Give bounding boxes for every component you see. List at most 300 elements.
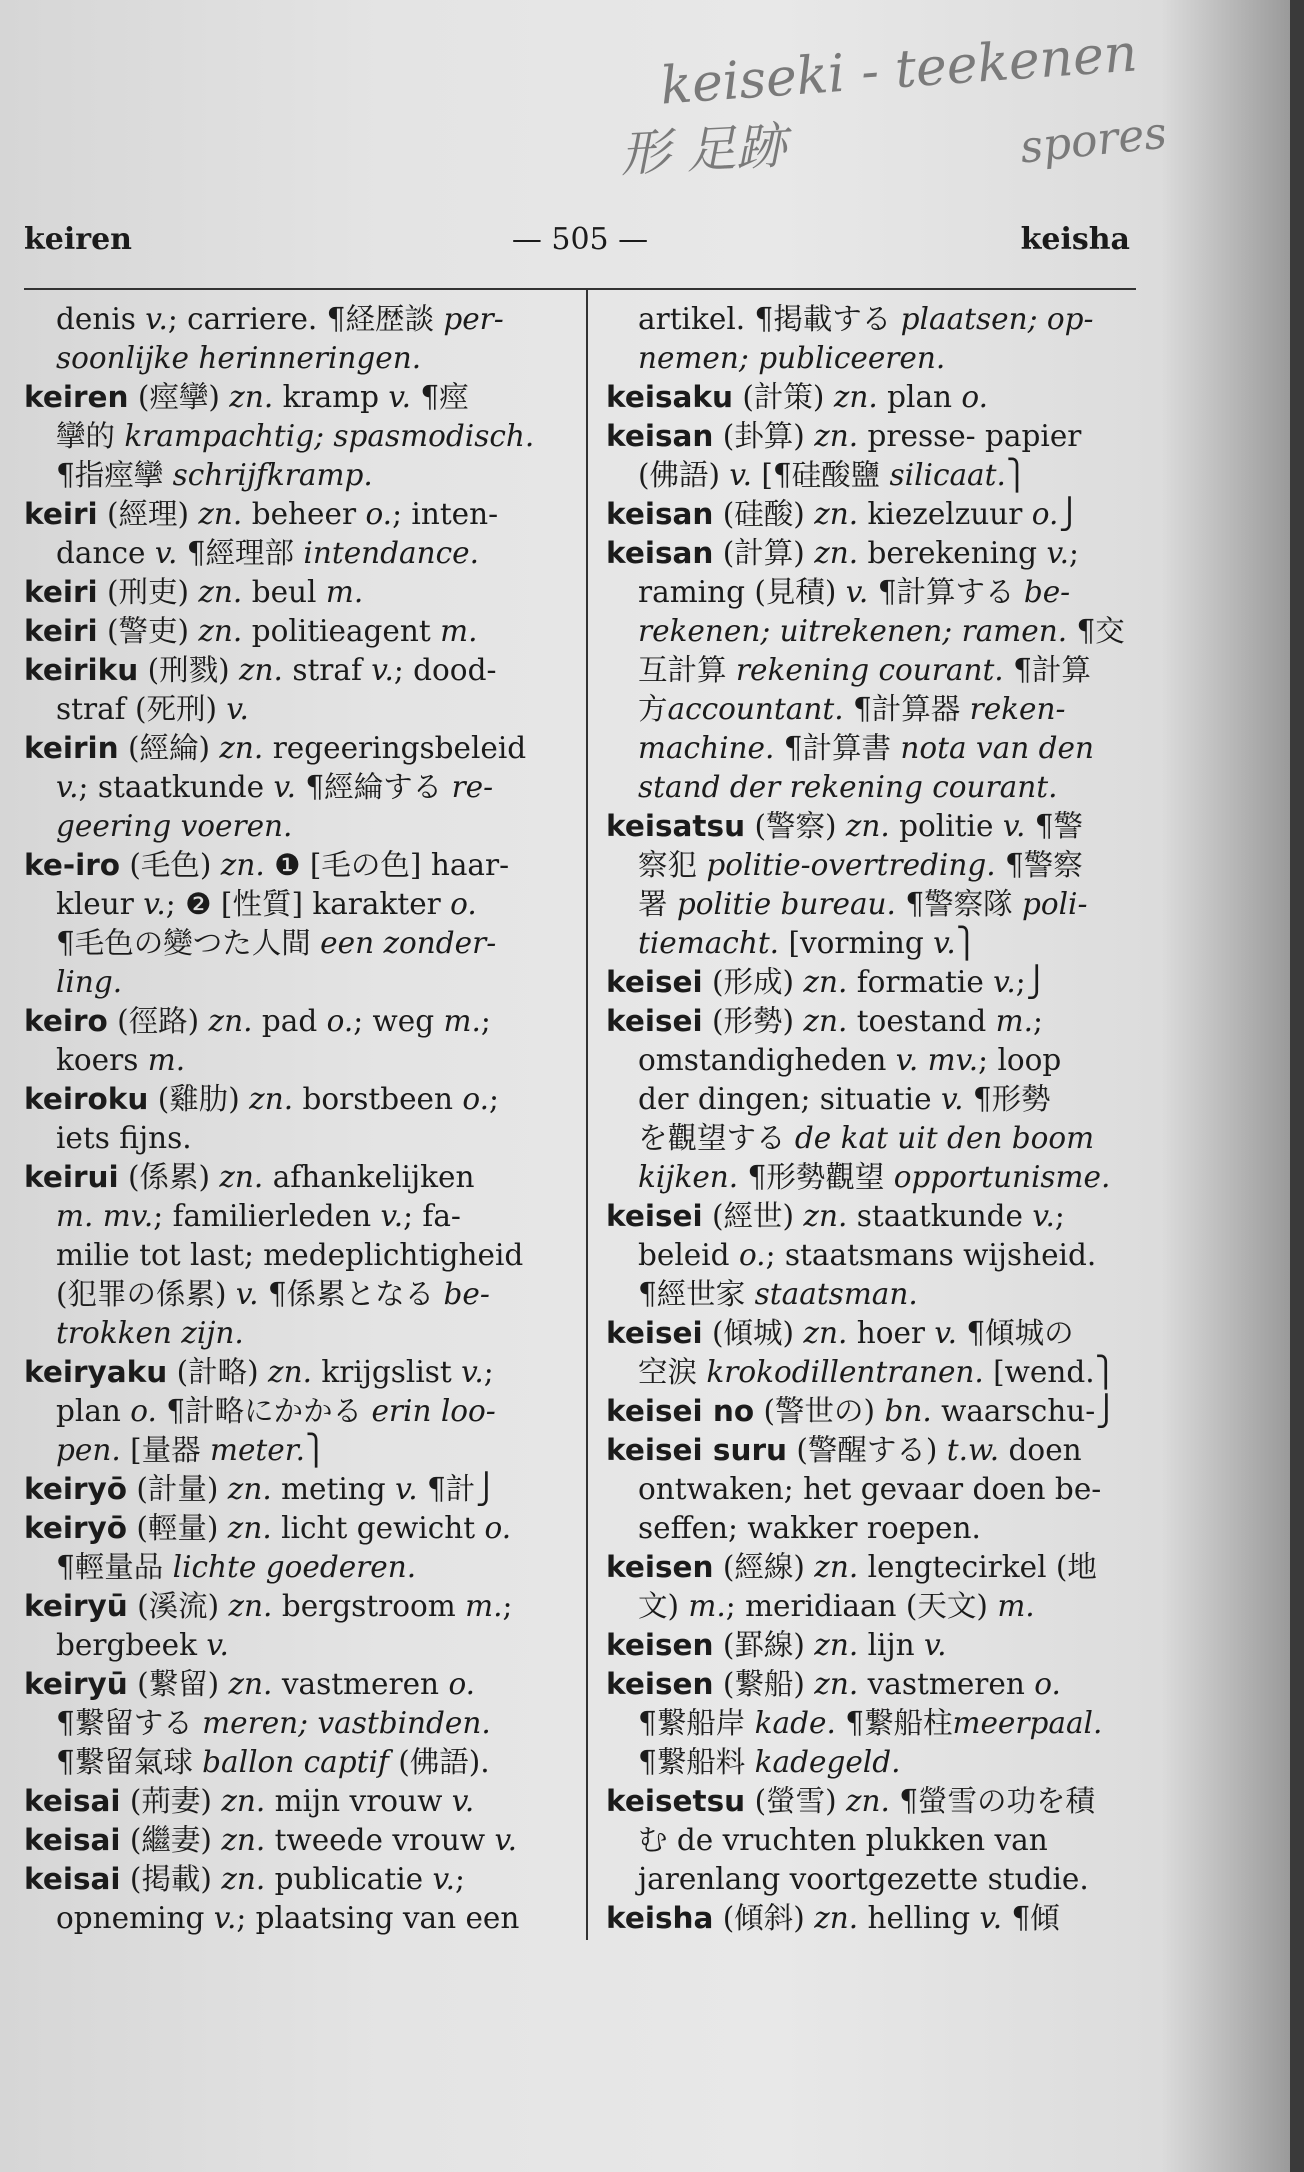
- headword: keisei suru: [606, 1433, 788, 1467]
- headword: keisan: [606, 419, 714, 453]
- entry-continuation-line: [606, 1860, 1146, 1899]
- italic-text: be-: [443, 1277, 490, 1311]
- text: (警世の): [754, 1394, 885, 1428]
- text: (傾斜): [713, 1901, 815, 1935]
- text: doen: [999, 1433, 1082, 1467]
- entry-line: [24, 1353, 564, 1392]
- text: ;⎭: [1015, 965, 1048, 999]
- italic-text: m. mv.: [56, 1199, 154, 1233]
- text: ; staatkunde: [78, 770, 274, 804]
- entry-line: [24, 1080, 564, 1119]
- italic-text: trokken zijn.: [56, 1316, 244, 1350]
- text: (雞肋): [148, 1082, 250, 1116]
- italic-text: v.: [206, 1628, 229, 1662]
- headword: keisatsu: [606, 809, 746, 843]
- text: ¶繋船柱: [835, 1706, 953, 1740]
- text: ¶繋留氣球: [56, 1745, 203, 1779]
- entry-line: [606, 807, 1146, 846]
- italic-text: zn.: [220, 848, 265, 882]
- entry-continuation-line: [24, 456, 564, 495]
- entry-line: [24, 729, 564, 768]
- entry-line: [606, 1002, 1146, 1041]
- italic-text: zn.: [198, 575, 243, 609]
- italic-text: o.: [484, 1511, 512, 1545]
- text: meting: [271, 1472, 396, 1506]
- italic-text: m.: [688, 1589, 726, 1623]
- entry-line: [24, 612, 564, 651]
- text: (傾城): [702, 1316, 804, 1350]
- headword: keisei no: [606, 1394, 755, 1428]
- text: (繼妻): [120, 1823, 222, 1857]
- text: ¶繋船料: [638, 1745, 755, 1779]
- italic-text: meren; vastbinden.: [202, 1706, 491, 1740]
- text: krijgslist: [311, 1355, 462, 1389]
- text: (硅酸): [713, 497, 815, 531]
- entry-continuation-line: [24, 963, 564, 1002]
- italic-text: zn.: [229, 380, 274, 414]
- text: mijn vrouw: [265, 1784, 452, 1818]
- italic-text: zn.: [219, 1160, 264, 1194]
- text: ; loop: [978, 1043, 1062, 1077]
- text: ¶計算書: [774, 731, 901, 765]
- text: bergbeek: [56, 1628, 207, 1662]
- italic-text: v.: [226, 692, 249, 726]
- entry-line: [24, 1509, 564, 1548]
- text: (經線): [713, 1550, 815, 1584]
- text: beul: [242, 575, 326, 609]
- entry-continuation-line: [606, 846, 1146, 885]
- italic-text: meter.: [209, 1433, 305, 1467]
- text: ¶傾城の: [956, 1316, 1074, 1350]
- text: (徑路): [107, 1004, 209, 1038]
- text: politieagent: [242, 614, 441, 648]
- text: 文): [638, 1589, 689, 1623]
- entry-continuation-line: [606, 1704, 1146, 1743]
- text: berekening: [858, 536, 1047, 570]
- italic-text: zn.: [198, 614, 243, 648]
- text: ;: [489, 1082, 499, 1116]
- entry-continuation-line: [606, 690, 1146, 729]
- text: (佛語).: [388, 1745, 490, 1779]
- entry-continuation-line: [24, 1119, 564, 1158]
- italic-text: o.: [462, 1082, 490, 1116]
- text: (繋留): [127, 1667, 229, 1701]
- italic-text: rekening courant.: [735, 653, 1004, 687]
- text: を觀望する: [638, 1121, 795, 1155]
- entry-line: [24, 1665, 564, 1704]
- italic-text: v.: [461, 1355, 484, 1389]
- text: ¶螢雪の功を積: [889, 1784, 1096, 1818]
- italic-text: zn.: [845, 809, 890, 843]
- text: straf: [282, 653, 372, 687]
- italic-text: reken-: [969, 692, 1066, 726]
- text: ; meridiaan (天文): [725, 1589, 998, 1623]
- text: (計略): [167, 1355, 269, 1389]
- entry-continuation-line: [606, 573, 1146, 612]
- entry-line: [24, 1002, 564, 1041]
- text: pad: [252, 1004, 327, 1038]
- entry-line: [606, 495, 1146, 534]
- entry-continuation-line: [24, 1548, 564, 1587]
- entry-line: [24, 846, 564, 885]
- entry-continuation-line: [606, 1470, 1146, 1509]
- text: der dingen; situatie: [638, 1082, 941, 1116]
- italic-text: v.: [1032, 1199, 1055, 1233]
- text: ; staatsmans wijsheid.: [765, 1238, 1097, 1272]
- italic-text: opportunisme.: [893, 1160, 1111, 1194]
- entry-continuation-line: [606, 885, 1146, 924]
- text: 察犯: [638, 848, 707, 882]
- entry-continuation-line: [24, 1743, 564, 1782]
- entry-line: [606, 1392, 1146, 1431]
- text: ;: [483, 1355, 494, 1389]
- italic-text: nemen; publiceeren.: [638, 341, 946, 375]
- handwritten-note-line3: spores: [1017, 107, 1170, 174]
- headword: keisei: [606, 1316, 703, 1350]
- text: ; familierleden: [153, 1199, 381, 1233]
- italic-text: krokodillentranen.: [706, 1355, 984, 1389]
- left-guideword: keiren: [24, 222, 132, 257]
- entry-continuation-line: [24, 690, 564, 729]
- text: lijn: [858, 1628, 924, 1662]
- text: (毛色): [120, 848, 221, 882]
- text: jarenlang voortgezette studie.: [638, 1862, 1089, 1896]
- text: ¶警察隊: [895, 887, 1022, 921]
- entry-line: [606, 1665, 1146, 1704]
- headword: keisen: [606, 1667, 714, 1701]
- italic-text: zn.: [833, 380, 878, 414]
- entry-continuation-line: [606, 456, 1146, 495]
- italic-text: rekenen; uitrekenen; ramen.: [638, 614, 1068, 648]
- text: ; fa-: [403, 1199, 461, 1233]
- text: ⎫: [1005, 458, 1028, 492]
- entry-continuation-line: [24, 1197, 564, 1236]
- italic-text: v.: [934, 1316, 957, 1350]
- text: (溪流): [127, 1589, 229, 1623]
- italic-text: m.: [443, 1004, 481, 1038]
- italic-text: zn.: [814, 536, 859, 570]
- text: milie tot last; medeplichtigheid: [56, 1238, 524, 1272]
- text: lengtecirkel (地: [858, 1550, 1097, 1584]
- text: (經理): [97, 497, 199, 531]
- italic-text: v.: [235, 1277, 259, 1311]
- text: ¶痙: [410, 380, 469, 414]
- headword: keisai: [24, 1823, 121, 1857]
- italic-text: accountant.: [667, 692, 844, 726]
- text: ; carriere. ¶経歴談: [167, 302, 444, 336]
- italic-text: o.: [450, 887, 477, 921]
- italic-text: kadegeld.: [754, 1745, 901, 1779]
- text: ; plaatsing van een: [236, 1901, 520, 1935]
- entry-line: [606, 1197, 1146, 1236]
- text: plan: [877, 380, 962, 414]
- text: (係累): [118, 1160, 220, 1194]
- text: [¶硅酸鹽: [751, 458, 890, 492]
- entry-line: [606, 1314, 1146, 1353]
- text: ¶計算器: [843, 692, 970, 726]
- headword: keisha: [606, 1901, 714, 1935]
- italic-text: een zonder-: [320, 926, 497, 960]
- italic-text: zn.: [803, 965, 848, 999]
- headword: keiri: [24, 614, 98, 648]
- entry-continuation-line: [606, 612, 1146, 651]
- entry-continuation-line: [24, 339, 564, 378]
- text: [量器: [120, 1433, 210, 1467]
- entry-continuation-line: [606, 729, 1146, 768]
- italic-text: v.: [933, 926, 956, 960]
- headword: keiryū: [24, 1667, 128, 1701]
- text: bergstroom: [272, 1589, 466, 1623]
- text: dance: [56, 536, 155, 570]
- text: ¶繋船岸: [638, 1706, 755, 1740]
- italic-text: tiemacht.: [638, 926, 780, 960]
- italic-text: zn.: [227, 1511, 272, 1545]
- italic-text: v.: [979, 1901, 1003, 1935]
- entry-line: [24, 1821, 564, 1860]
- text: ¶指痙攣: [56, 458, 173, 492]
- italic-text: silicaat.: [889, 458, 1006, 492]
- right-column: [606, 300, 1146, 1938]
- text: ⎫: [304, 1433, 328, 1467]
- italic-text: zn.: [221, 1823, 266, 1857]
- entry-continuation-line: [606, 1275, 1146, 1314]
- italic-text: zn.: [814, 1667, 859, 1701]
- headword: keisei: [606, 1199, 703, 1233]
- page-header: [0, 222, 1290, 272]
- text: 署: [638, 887, 677, 921]
- text: 攣的: [56, 419, 125, 453]
- italic-text: o.: [130, 1394, 157, 1428]
- italic-text: kade.: [754, 1706, 836, 1740]
- entry-continuation-line: [24, 300, 564, 339]
- handwritten-note-line1: keiseki - teekenen: [658, 23, 1140, 117]
- text: ontwaken; het gevaar doen be-: [638, 1472, 1102, 1506]
- text: (痙攣): [128, 380, 230, 414]
- entry-continuation-line: [24, 1626, 564, 1665]
- text: (繋船): [713, 1667, 815, 1701]
- headword: keiriku: [24, 653, 139, 687]
- italic-text: poli-: [1021, 887, 1088, 921]
- headword: keisaku: [606, 380, 734, 414]
- text: 空涙: [638, 1355, 707, 1389]
- headword: keisan: [606, 497, 714, 531]
- page-number: — 505 —: [511, 222, 649, 257]
- text: ; dood-: [393, 653, 497, 687]
- text: opneming: [56, 1901, 214, 1935]
- italic-text: v.: [494, 1823, 518, 1857]
- text: presse- papier: [858, 419, 1082, 453]
- italic-text: per-: [443, 302, 504, 336]
- headword: keiren: [24, 380, 129, 414]
- italic-text: lichte goederen.: [172, 1550, 417, 1584]
- text: (警吏): [97, 614, 199, 648]
- text: kramp: [273, 380, 389, 414]
- italic-text: zn.: [221, 1862, 266, 1896]
- entry-continuation-line: [24, 924, 564, 963]
- italic-text: v.: [380, 1199, 404, 1233]
- entry-line: [24, 1587, 564, 1626]
- entry-continuation-line: [606, 1236, 1146, 1275]
- italic-text: m.: [325, 575, 364, 609]
- entry-continuation-line: [606, 924, 1146, 963]
- italic-text: v.: [729, 458, 752, 492]
- text: (經世): [702, 1199, 804, 1233]
- entry-continuation-line: [606, 1587, 1146, 1626]
- italic-text: o.: [961, 380, 989, 414]
- entry-continuation-line: [606, 1080, 1146, 1119]
- entry-continuation-line: [24, 1314, 564, 1353]
- italic-text: v.: [993, 965, 1016, 999]
- text: artikel. ¶掲載する: [638, 302, 901, 336]
- italic-text: intendance.: [303, 536, 479, 570]
- text: formatie: [847, 965, 994, 999]
- entry-continuation-line: [606, 339, 1146, 378]
- text: ¶經綸する: [296, 770, 452, 804]
- italic-text: kijken.: [638, 1160, 739, 1194]
- italic-text: zn.: [228, 1589, 273, 1623]
- headword: keiryū: [24, 1589, 128, 1623]
- entry-continuation-line: [606, 1743, 1146, 1782]
- entry-line: [24, 378, 564, 417]
- entry-line: [24, 573, 564, 612]
- italic-text: zn.: [814, 1901, 859, 1935]
- italic-text: soonlijke herinneringen.: [56, 341, 422, 375]
- text: (形勢): [702, 1004, 804, 1038]
- headword: keiryō: [24, 1511, 127, 1545]
- italic-text: zn.: [208, 1004, 253, 1038]
- italic-text: meerpaal.: [952, 1706, 1103, 1740]
- italic-text: zn.: [803, 1004, 848, 1038]
- text: (經綸): [118, 731, 220, 765]
- entry-continuation-line: [606, 1041, 1146, 1080]
- text: seffen; wakker roepen.: [638, 1511, 981, 1545]
- text: (計量): [127, 1472, 228, 1506]
- text: koers: [56, 1043, 148, 1077]
- italic-text: o.: [326, 1004, 354, 1038]
- left-column: [24, 300, 564, 1938]
- entry-continuation-line: [24, 1431, 564, 1470]
- italic-text: staatsman.: [754, 1277, 918, 1311]
- italic-text: erin loo-: [371, 1394, 496, 1428]
- text: (刑戮): [138, 653, 240, 687]
- text: (計策): [733, 380, 834, 414]
- entry-continuation-line: [606, 300, 1146, 339]
- text: ❶ [毛の色] haar-: [264, 848, 510, 882]
- text: ¶輕量品: [56, 1550, 173, 1584]
- italic-text: zn.: [814, 497, 859, 531]
- text: ¶經理部: [177, 536, 304, 570]
- text: (螢雪): [745, 1784, 846, 1818]
- text: iets fijns.: [56, 1121, 192, 1155]
- text: ¶計略にかかる: [156, 1394, 372, 1428]
- italic-text: politie bureau.: [676, 887, 896, 921]
- italic-text: ballon captif: [202, 1745, 389, 1779]
- right-guideword: keisha: [1020, 222, 1130, 257]
- text: politie: [889, 809, 1003, 843]
- text: staatkunde: [847, 1199, 1033, 1233]
- italic-text: v.: [451, 1784, 475, 1818]
- text: ;: [1032, 1004, 1043, 1038]
- italic-text: v.: [845, 575, 869, 609]
- italic-text: o.: [448, 1667, 476, 1701]
- text: ¶係累となる: [258, 1277, 444, 1311]
- headword: keiri: [24, 497, 98, 531]
- italic-text: stand der rekening courant.: [638, 770, 1058, 804]
- italic-text: o.: [1034, 1667, 1061, 1701]
- italic-text: v.: [432, 1862, 456, 1896]
- text: ¶警察: [995, 848, 1083, 882]
- text: 方: [638, 692, 668, 726]
- headword: keiryō: [24, 1472, 127, 1506]
- text: ; weg: [353, 1004, 444, 1038]
- italic-text: m.: [147, 1043, 186, 1077]
- text: afhankelijken: [263, 1160, 475, 1194]
- headword: keisen: [606, 1550, 714, 1584]
- text: ¶繋留する: [56, 1706, 203, 1740]
- text: licht gewicht: [271, 1511, 485, 1545]
- text: 互計算: [638, 653, 736, 687]
- italic-text: politie-overtreding.: [706, 848, 996, 882]
- entry-continuation-line: [606, 1158, 1146, 1197]
- text: (掲載): [120, 1862, 222, 1896]
- entry-line: [24, 1158, 564, 1197]
- italic-text: v.: [371, 653, 394, 687]
- italic-text: m.: [997, 1589, 1035, 1623]
- text: straf (死刑): [56, 692, 227, 726]
- italic-text: zn.: [803, 1316, 848, 1350]
- entry-line: [606, 1431, 1146, 1470]
- text: (罫線): [713, 1628, 815, 1662]
- text: ⎭: [1058, 497, 1081, 531]
- entry-line: [24, 495, 564, 534]
- text: ¶毛色の變つた人間: [56, 926, 321, 960]
- headword: keisetsu: [606, 1784, 746, 1818]
- book-spine: [1290, 0, 1304, 2172]
- italic-text: pen.: [56, 1433, 121, 1467]
- entry-line: [606, 1548, 1146, 1587]
- text: [wend.⎫: [983, 1355, 1117, 1389]
- italic-text: krampachtig; spasmodisch.: [124, 419, 535, 453]
- headword: keiroku: [24, 1082, 149, 1116]
- italic-text: zn.: [814, 1628, 859, 1662]
- text: (輕量): [127, 1511, 228, 1545]
- text: む de vruchten plukken van: [638, 1823, 1048, 1857]
- text: ;: [1068, 536, 1079, 570]
- text: (卦算): [713, 419, 815, 453]
- text: hoer: [847, 1316, 935, 1350]
- text: ¶經世家: [638, 1277, 755, 1311]
- italic-text: v.: [395, 1472, 418, 1506]
- text: waarschu-⎭: [931, 1394, 1118, 1428]
- entry-continuation-line: [606, 768, 1146, 807]
- text: ;: [455, 1862, 465, 1896]
- italic-text: zn.: [221, 1784, 266, 1818]
- header-rule: [24, 288, 1136, 290]
- text: (犯罪の係累): [56, 1277, 236, 1311]
- italic-text: v.: [1002, 809, 1026, 843]
- entry-line: [24, 1782, 564, 1821]
- entry-continuation-line: [24, 885, 564, 924]
- entry-continuation-line: [24, 807, 564, 846]
- italic-text: bn.: [884, 1394, 932, 1428]
- entry-continuation-line: [24, 768, 564, 807]
- italic-text: t.w.: [946, 1433, 1000, 1467]
- entry-continuation-line: [24, 417, 564, 456]
- italic-text: v.: [273, 770, 297, 804]
- text: ;: [502, 1589, 513, 1623]
- italic-text: machine.: [638, 731, 775, 765]
- headword: keisai: [24, 1784, 121, 1818]
